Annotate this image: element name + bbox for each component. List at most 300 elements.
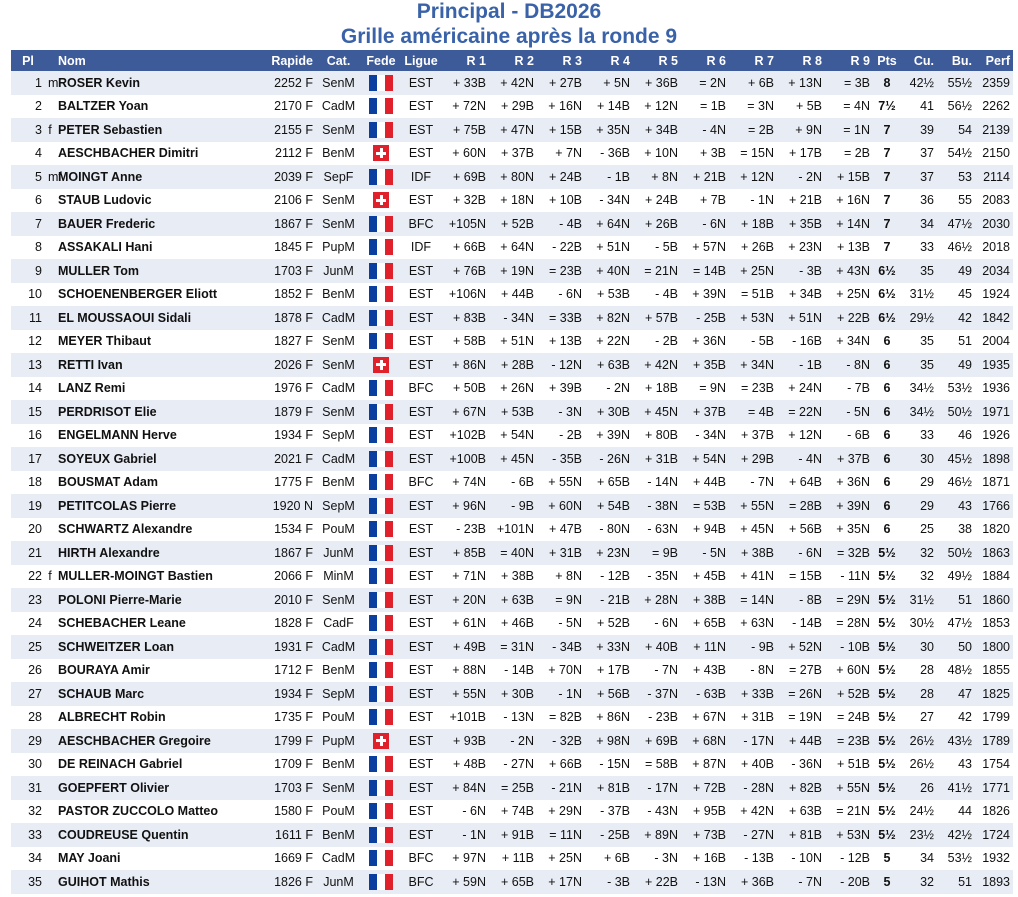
round-result-5: - 63N <box>647 522 678 537</box>
federation-cell <box>361 471 401 495</box>
points-cell: 5½ <box>878 733 896 748</box>
rating-cell: 1534 F <box>274 522 313 537</box>
table-row[interactable] <box>11 424 1013 448</box>
table-row[interactable] <box>11 729 1013 753</box>
col-header-r6[interactable]: R 6 <box>706 53 726 68</box>
league-cell: EST <box>408 428 434 443</box>
round-result-6: + 7B <box>699 193 726 208</box>
points-cell: 7 <box>883 146 891 161</box>
category-cell: SenM <box>322 75 355 90</box>
points-cell: 5½ <box>878 569 896 584</box>
player-name: ALBRECHT Robin <box>58 710 166 725</box>
player-name: SCHWARTZ Alexandre <box>58 522 193 537</box>
round-result-4: + 51N <box>596 240 630 255</box>
round-result-1: + 58B <box>452 334 486 349</box>
table-header <box>11 50 1013 71</box>
round-result-9: + 37B <box>836 451 870 466</box>
round-result-6: - 63B <box>696 686 726 701</box>
title-cell <box>45 706 55 730</box>
performance-cell: 1898 <box>982 451 1010 466</box>
round-result-1: + 48B <box>452 757 486 772</box>
round-result-1: - 23B <box>456 522 486 537</box>
round-result-3: + 55N <box>548 475 582 490</box>
table-row[interactable] <box>11 776 1013 800</box>
french-flag-icon <box>369 568 393 584</box>
round-result-3: + 39B <box>548 381 582 396</box>
table-row[interactable] <box>11 447 1013 471</box>
federation-cell <box>361 565 401 589</box>
round-result-4: + 81B <box>596 780 630 795</box>
col-header-r8[interactable]: R 8 <box>802 53 822 68</box>
league-cell: EST <box>408 334 434 349</box>
federation-cell <box>361 377 401 401</box>
table-row[interactable] <box>11 753 1013 777</box>
performance-cell: 1893 <box>982 874 1010 889</box>
round-result-6: + 36N <box>692 334 726 349</box>
player-name: GUIHOT Mathis <box>58 874 150 889</box>
french-flag-icon <box>369 592 393 608</box>
points-cell: 6 <box>883 357 891 372</box>
round-result-5: - 5B <box>655 240 678 255</box>
round-result-2: + 28B <box>500 357 534 372</box>
round-result-3: + 10B <box>548 193 582 208</box>
round-result-7: = 15N <box>740 146 774 161</box>
col-header-r1[interactable]: R 1 <box>466 53 486 68</box>
col-header-nom[interactable]: Nom <box>58 53 86 68</box>
round-result-7: - 8N <box>750 663 774 678</box>
page-subtitle: Grille américaine après la ronde 9 <box>340 25 678 48</box>
round-result-1: + 88N <box>452 663 486 678</box>
round-result-9: - 12B <box>840 851 870 866</box>
table-row[interactable] <box>11 118 1013 142</box>
buchholz-cell: 54½ <box>947 146 972 161</box>
performance-cell: 1724 <box>982 827 1010 842</box>
player-name: COUDREUSE Quentin <box>58 827 189 842</box>
player-name: MOINGT Anne <box>58 169 143 184</box>
buchholz-cell: 42½ <box>947 827 972 842</box>
performance-cell: 1924 <box>982 287 1010 302</box>
performance-cell: 2034 <box>982 263 1010 278</box>
round-result-6: + 43B <box>692 663 726 678</box>
round-result-2: - 34N <box>503 310 534 325</box>
col-header-pts[interactable]: Pts <box>877 53 897 68</box>
col-header-pl[interactable]: Pl <box>22 53 34 68</box>
col-header-bu[interactable]: Bu. <box>951 53 972 68</box>
table-row[interactable] <box>11 189 1013 213</box>
round-result-8: + 63B <box>788 804 822 819</box>
round-result-3: + 17N <box>548 874 582 889</box>
rating-cell: 2112 F <box>275 146 313 161</box>
title-cell <box>45 870 55 894</box>
points-cell: 6 <box>883 475 891 490</box>
federation-cell <box>361 95 401 119</box>
cumulative-cell: 32 <box>920 545 934 560</box>
table-row[interactable] <box>11 212 1013 236</box>
category-cell: JunM <box>323 545 354 560</box>
round-result-7: + 42N <box>740 804 774 819</box>
round-result-7: + 18B <box>740 216 774 231</box>
round-result-8: + 13N <box>788 75 822 90</box>
table-row[interactable] <box>11 635 1013 659</box>
french-flag-icon <box>369 474 393 490</box>
round-result-1: +106N <box>448 287 486 302</box>
round-result-5: + 8N <box>651 169 678 184</box>
round-result-4: + 53B <box>596 287 630 302</box>
player-name: SCHOENENBERGER Eliott <box>58 287 218 302</box>
cumulative-cell: 25 <box>920 522 934 537</box>
round-result-1: + 96N <box>452 498 486 513</box>
title-cell: f <box>48 569 52 584</box>
round-result-7: + 33B <box>740 686 774 701</box>
round-result-6: - 4N <box>702 122 726 137</box>
round-result-8: + 17B <box>788 146 822 161</box>
round-result-3: - 12N <box>551 357 582 372</box>
round-result-8: + 64B <box>788 475 822 490</box>
buchholz-cell: 49½ <box>947 569 972 584</box>
french-flag-icon <box>369 310 393 326</box>
round-result-6: + 37B <box>692 404 726 419</box>
round-result-4: + 35N <box>596 122 630 137</box>
buchholz-cell: 46½ <box>947 240 972 255</box>
cumulative-cell: 34½ <box>909 404 934 419</box>
round-result-6: + 95B <box>692 804 726 819</box>
title-cell <box>45 283 55 307</box>
round-result-9: = 1N <box>843 122 870 137</box>
col-header-r7[interactable]: R 7 <box>754 53 774 68</box>
round-result-2: + 47N <box>500 122 534 137</box>
french-flag-icon <box>369 404 393 420</box>
place-cell: 1 <box>35 75 42 90</box>
table-row[interactable] <box>11 471 1013 495</box>
table-row[interactable] <box>11 494 1013 518</box>
points-cell: 7½ <box>878 99 896 114</box>
player-name: AESCHBACHER Gregoire <box>58 733 211 748</box>
table-row[interactable] <box>11 259 1013 283</box>
player-name: EL MOUSSAOUI Sidali <box>58 310 192 325</box>
cumulative-cell: 37 <box>920 146 934 161</box>
french-flag-icon <box>369 686 393 702</box>
round-result-9: = 23B <box>836 733 870 748</box>
round-result-8: = 15B <box>788 569 822 584</box>
table-row[interactable] <box>11 400 1013 424</box>
table-row[interactable] <box>11 283 1013 307</box>
performance-cell: 2359 <box>982 75 1010 90</box>
performance-cell: 2030 <box>982 216 1010 231</box>
round-result-7: - 13B <box>744 851 774 866</box>
round-result-7: + 26B <box>740 240 774 255</box>
category-cell: CadM <box>321 851 356 866</box>
table-row[interactable] <box>11 682 1013 706</box>
round-result-6: = 1B <box>699 99 726 114</box>
table-row[interactable] <box>11 236 1013 260</box>
table-row[interactable] <box>11 518 1013 542</box>
title-cell <box>45 823 55 847</box>
performance-cell: 1935 <box>982 357 1010 372</box>
rating-cell: 1611 F <box>275 827 313 842</box>
round-result-1: + 97N <box>452 851 486 866</box>
table-row[interactable] <box>11 612 1013 636</box>
round-result-3: - 4B <box>559 216 582 231</box>
table-row[interactable] <box>11 353 1013 377</box>
player-name: MAY Joani <box>58 851 121 866</box>
round-result-7: - 28N <box>743 780 774 795</box>
round-result-4: - 15N <box>599 757 630 772</box>
category-cell: SepM <box>322 498 355 513</box>
round-result-3: + 27B <box>548 75 582 90</box>
round-result-9: + 22B <box>836 310 870 325</box>
round-result-2: + 38B <box>500 569 534 584</box>
performance-cell: 2083 <box>982 193 1010 208</box>
rating-cell: 1934 F <box>274 686 313 701</box>
round-result-7: - 1N <box>750 193 774 208</box>
french-flag-icon <box>369 662 393 678</box>
round-result-9: = 21N <box>836 804 870 819</box>
table-row[interactable] <box>11 565 1013 589</box>
round-result-1: + 50B <box>452 381 486 396</box>
round-result-8: + 44B <box>788 733 822 748</box>
federation-cell <box>361 189 401 213</box>
place-cell: 30 <box>28 757 42 772</box>
table-row[interactable] <box>11 588 1013 612</box>
category-cell: CadM <box>321 99 356 114</box>
federation-cell <box>361 823 401 847</box>
round-result-5: = 21N <box>644 263 678 278</box>
title-cell <box>45 776 55 800</box>
round-result-2: +101N <box>496 522 534 537</box>
title-cell <box>45 142 55 166</box>
federation-cell <box>361 353 401 377</box>
title-cell <box>45 518 55 542</box>
federation-cell <box>361 447 401 471</box>
performance-cell: 1932 <box>982 851 1010 866</box>
round-result-9: + 35N <box>836 522 870 537</box>
round-result-4: - 36B <box>600 146 630 161</box>
col-header-ligue[interactable]: Ligue <box>404 53 438 68</box>
round-result-4: + 52B <box>596 616 630 631</box>
round-result-7: + 40B <box>740 757 774 772</box>
col-header-fede[interactable]: Fede <box>366 53 396 68</box>
league-cell: EST <box>408 263 434 278</box>
buchholz-cell: 41½ <box>947 780 972 795</box>
round-result-2: - 6B <box>511 475 534 490</box>
federation-cell <box>361 518 401 542</box>
table-row[interactable] <box>11 71 1013 95</box>
league-cell: EST <box>408 592 434 607</box>
points-cell: 5½ <box>878 592 896 607</box>
place-cell: 27 <box>28 686 42 701</box>
round-result-3: = 11N <box>549 827 582 842</box>
category-cell: SenM <box>322 592 355 607</box>
col-header-perf[interactable]: Perf <box>985 53 1010 68</box>
round-result-3: + 70N <box>548 663 582 678</box>
table-row[interactable] <box>11 706 1013 730</box>
round-result-5: + 28N <box>644 592 678 607</box>
round-result-6: + 38B <box>692 592 726 607</box>
round-result-7: = 14N <box>740 592 774 607</box>
col-header-cat[interactable]: Cat. <box>326 53 351 68</box>
federation-cell <box>361 494 401 518</box>
cumulative-cell: 29 <box>920 475 934 490</box>
player-name: RETTI Ivan <box>58 357 123 372</box>
round-result-2: - 9B <box>511 498 534 513</box>
player-name: BOURAYA Amir <box>58 663 150 678</box>
cumulative-cell: 28 <box>920 663 934 678</box>
table-row[interactable] <box>11 823 1013 847</box>
rating-cell: 1920 N <box>272 498 313 513</box>
col-header-r3[interactable]: R 3 <box>562 53 582 68</box>
round-result-2: + 18N <box>500 193 534 208</box>
league-cell: EST <box>408 146 434 161</box>
round-result-1: +105N <box>448 216 486 231</box>
round-result-6: + 57N <box>692 240 726 255</box>
round-result-6: + 73B <box>692 827 726 842</box>
league-cell: EST <box>408 827 434 842</box>
title-cell <box>45 236 55 260</box>
round-result-5: - 2B <box>655 334 678 349</box>
title-cell <box>45 447 55 471</box>
french-flag-icon <box>369 521 393 537</box>
round-result-2: = 25B <box>500 780 534 795</box>
round-result-7: - 9B <box>751 639 774 654</box>
federation-cell <box>361 612 401 636</box>
buchholz-cell: 53 <box>958 169 972 184</box>
buchholz-cell: 56½ <box>947 99 972 114</box>
table-row[interactable] <box>11 142 1013 166</box>
points-cell: 6 <box>883 334 891 349</box>
table-row[interactable] <box>11 306 1013 330</box>
performance-cell: 1825 <box>982 686 1010 701</box>
round-result-3: - 35B <box>552 451 582 466</box>
french-flag-icon <box>369 639 393 655</box>
round-result-4: + 6B <box>603 851 630 866</box>
federation-cell <box>361 635 401 659</box>
cumulative-cell: 33 <box>920 240 934 255</box>
points-cell: 6½ <box>878 310 896 325</box>
french-flag-icon <box>369 615 393 631</box>
table-row[interactable] <box>11 541 1013 565</box>
points-cell: 6½ <box>878 287 896 302</box>
col-header-rapide[interactable]: Rapide <box>271 53 313 68</box>
french-flag-icon <box>369 850 393 866</box>
category-cell: SepM <box>322 428 355 443</box>
round-result-1: + 76B <box>452 263 486 278</box>
league-cell: EST <box>408 451 434 466</box>
category-cell: BenM <box>322 663 355 678</box>
performance-cell: 2018 <box>982 240 1010 255</box>
cumulative-cell: 31½ <box>909 592 934 607</box>
round-result-7: + 25N <box>740 263 774 278</box>
round-result-4: + 5N <box>603 75 630 90</box>
col-header-r4[interactable]: R 4 <box>610 53 630 68</box>
place-cell: 25 <box>28 639 42 654</box>
round-result-2: - 2N <box>510 733 534 748</box>
round-result-7: + 34N <box>740 357 774 372</box>
league-cell: EST <box>408 639 434 654</box>
rating-cell: 1879 F <box>274 404 313 419</box>
french-flag-icon <box>369 286 393 302</box>
round-result-4: + 30B <box>596 404 630 419</box>
round-result-9: = 2B <box>843 146 870 161</box>
col-header-cu[interactable]: Cu. <box>913 53 934 68</box>
rating-cell: 1703 F <box>274 263 313 278</box>
round-result-1: + 72N <box>452 99 486 114</box>
performance-cell: 1863 <box>982 545 1010 560</box>
round-result-4: - 2N <box>606 381 630 396</box>
table-row[interactable] <box>11 165 1013 189</box>
round-result-7: + 55N <box>740 498 774 513</box>
league-cell: EST <box>408 287 434 302</box>
round-result-5: + 34B <box>644 122 678 137</box>
category-cell: SenM <box>322 216 355 231</box>
buchholz-cell: 55 <box>958 193 972 208</box>
round-result-2: + 26N <box>500 381 534 396</box>
round-result-4: + 63B <box>596 357 630 372</box>
table-row[interactable] <box>11 870 1013 894</box>
col-header-r5[interactable]: R 5 <box>658 53 678 68</box>
buchholz-cell: 51 <box>958 592 972 607</box>
points-cell: 5½ <box>878 780 896 795</box>
table-row[interactable] <box>11 847 1013 871</box>
col-header-r2[interactable]: R 2 <box>514 53 534 68</box>
buchholz-cell: 47½ <box>947 216 972 231</box>
round-result-5: - 37N <box>647 686 678 701</box>
points-cell: 6 <box>883 522 891 537</box>
round-result-3: - 2B <box>559 428 582 443</box>
league-cell: BFC <box>408 381 434 396</box>
round-result-8: = 28B <box>788 498 822 513</box>
round-result-5: - 35N <box>647 569 678 584</box>
round-result-8: + 12N <box>788 428 822 443</box>
points-cell: 6 <box>883 451 891 466</box>
round-result-5: = 9B <box>651 545 678 560</box>
french-flag-icon <box>369 498 393 514</box>
buchholz-cell: 46 <box>958 428 972 443</box>
federation-cell <box>361 400 401 424</box>
cumulative-cell: 35 <box>920 334 934 349</box>
round-result-2: + 46B <box>500 616 534 631</box>
round-result-1: +100B <box>449 451 486 466</box>
round-result-4: + 39N <box>596 428 630 443</box>
round-result-5: + 80B <box>644 428 678 443</box>
round-result-5: - 7N <box>654 663 678 678</box>
round-result-2: - 27N <box>503 757 534 772</box>
federation-cell <box>361 659 401 683</box>
place-cell: 33 <box>28 827 42 842</box>
round-result-2: + 37B <box>500 146 534 161</box>
table-row[interactable] <box>11 330 1013 354</box>
table-row[interactable] <box>11 377 1013 401</box>
title-cell <box>45 353 55 377</box>
points-cell: 5½ <box>878 710 896 725</box>
category-cell: MinM <box>323 569 354 584</box>
col-header-r9[interactable]: R 9 <box>850 53 870 68</box>
rating-cell: 2026 F <box>274 357 313 372</box>
round-result-9: + 34N <box>836 334 870 349</box>
place-cell: 16 <box>28 428 42 443</box>
buchholz-cell: 50½ <box>947 545 972 560</box>
table-row[interactable] <box>11 800 1013 824</box>
french-flag-icon <box>369 75 393 91</box>
french-flag-icon <box>369 122 393 138</box>
buchholz-cell: 45½ <box>947 451 972 466</box>
table-row[interactable] <box>11 95 1013 119</box>
points-cell: 7 <box>883 169 891 184</box>
category-cell: BenM <box>322 146 355 161</box>
table-row[interactable] <box>11 659 1013 683</box>
round-result-2: + 29B <box>500 99 534 114</box>
round-result-1: +101B <box>449 710 486 725</box>
round-result-3: - 21N <box>551 780 582 795</box>
